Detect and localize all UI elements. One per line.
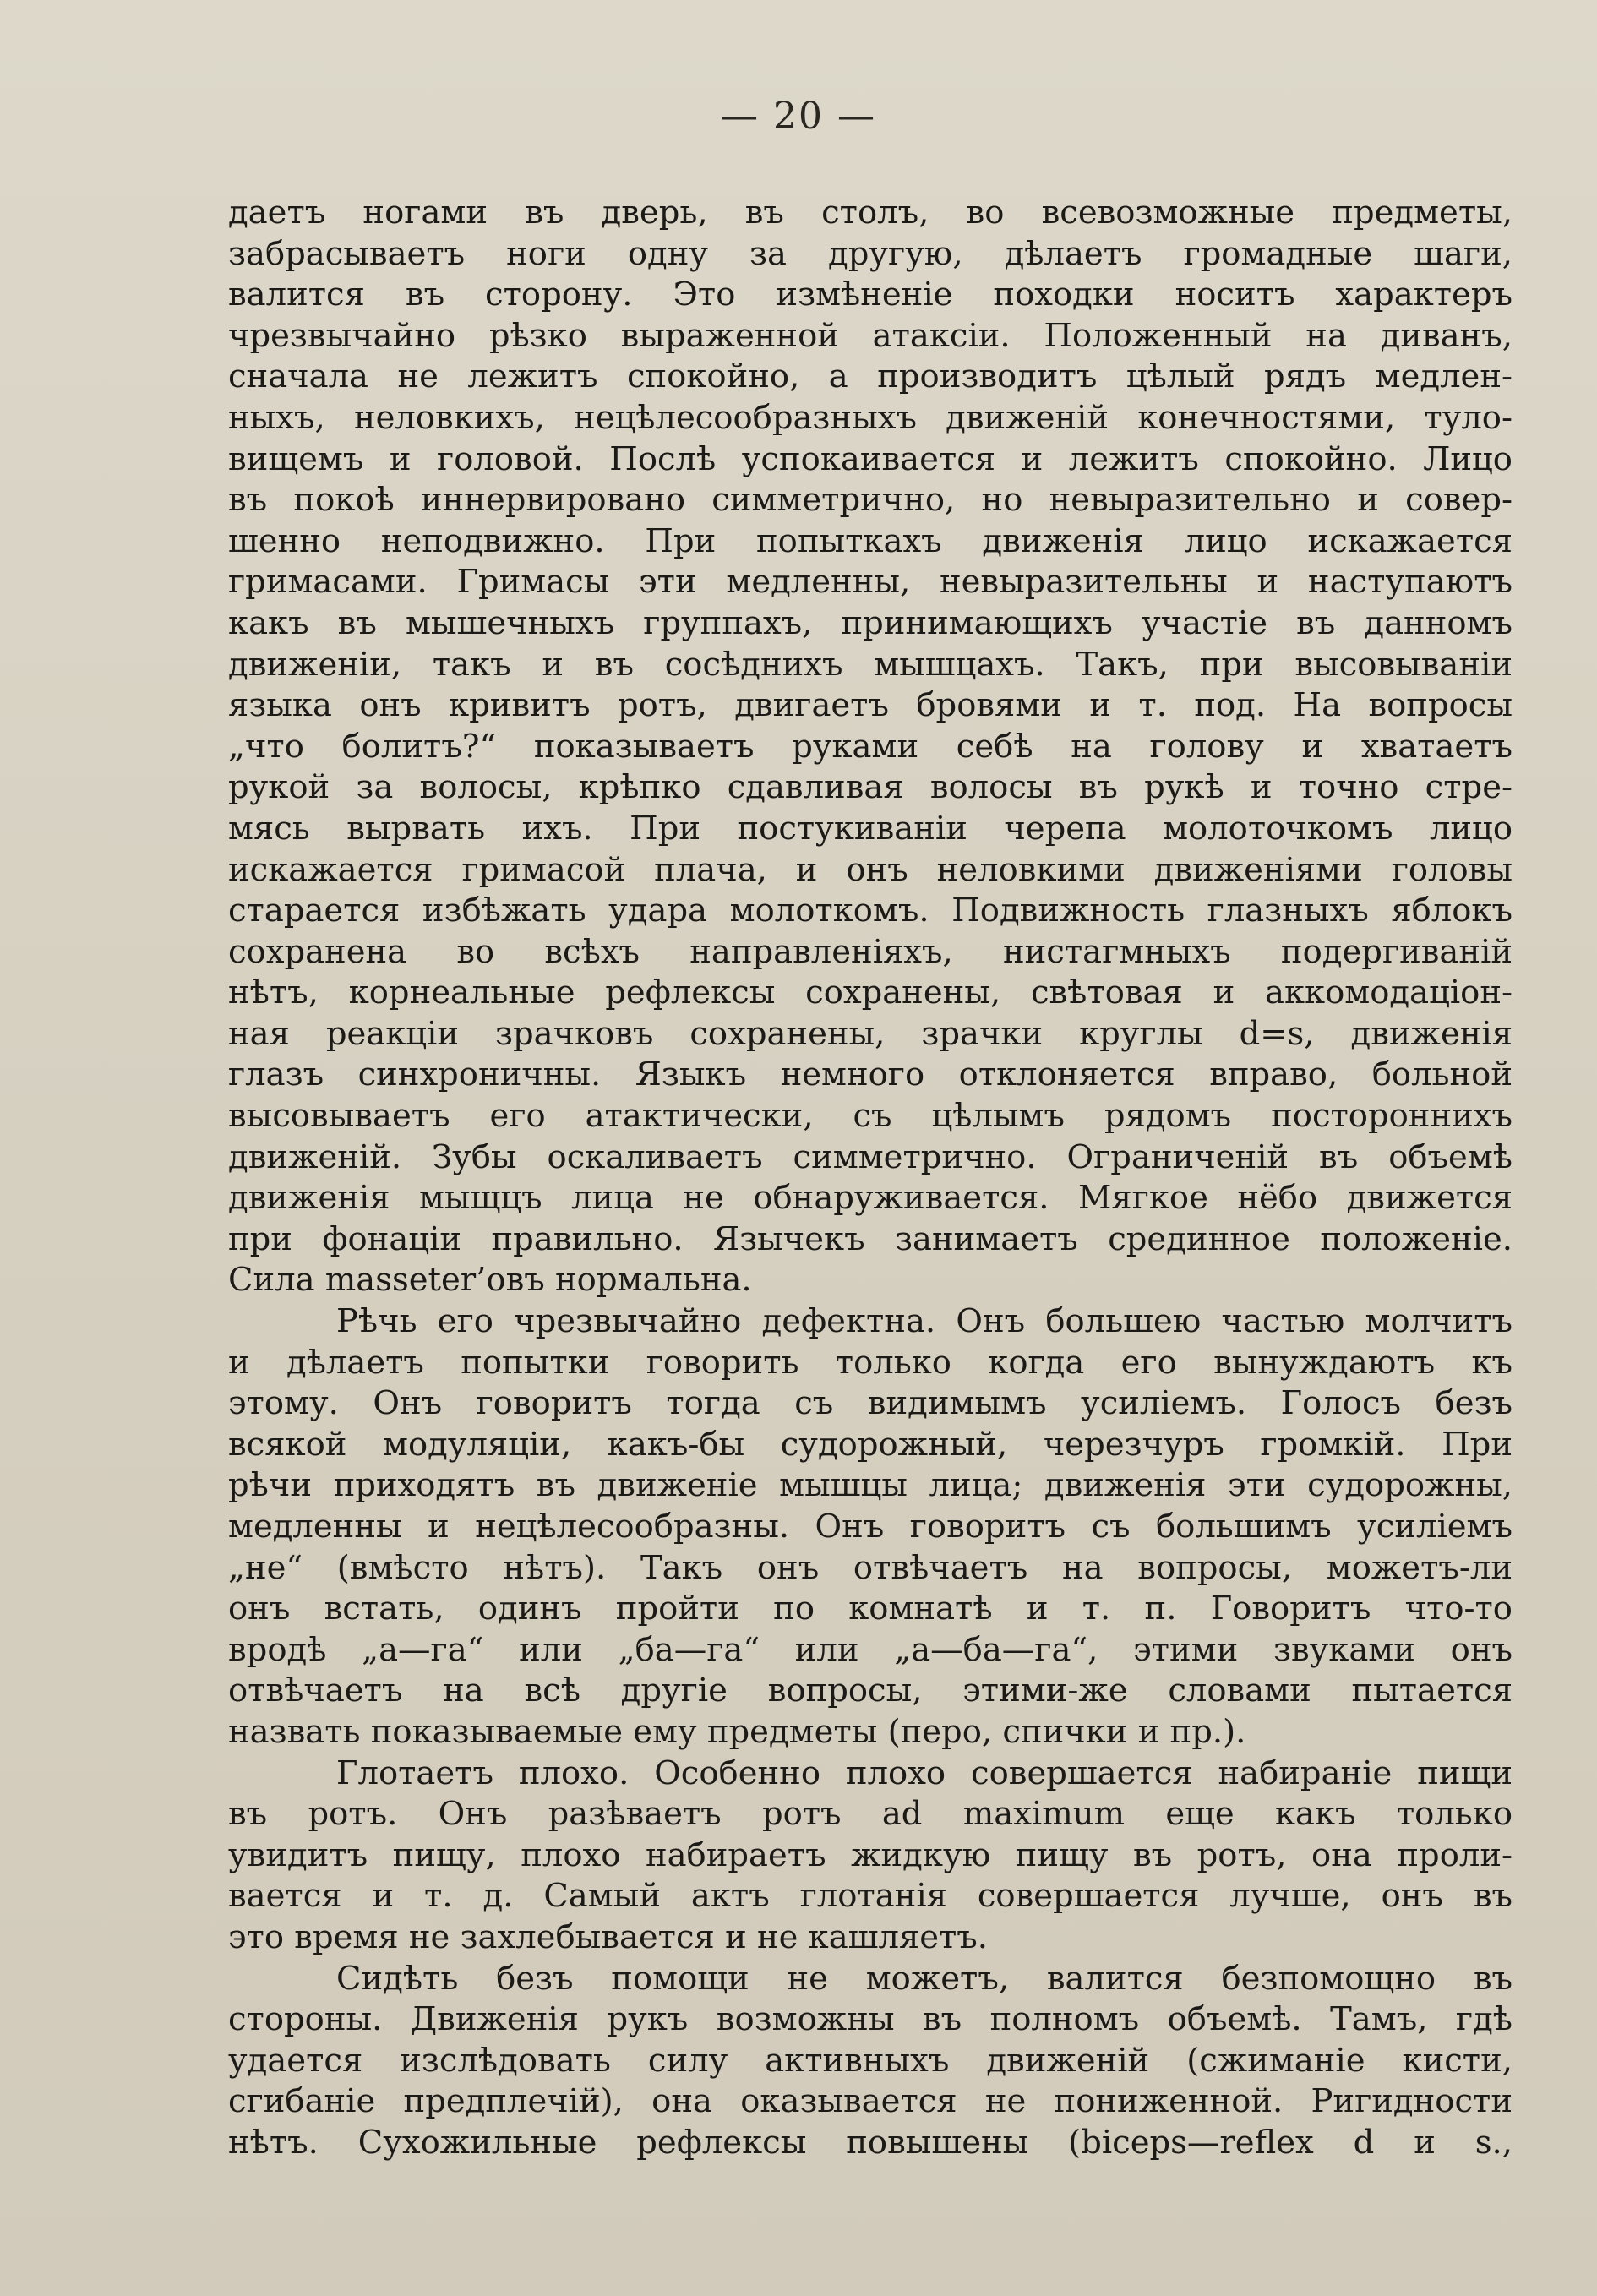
text-line: движеній. Зубы оскаливаетъ симметрично. Ограниченій въ объемѣ bbox=[228, 1137, 1513, 1176]
text-line: увидитъ пищу, плохо набираетъ жидкую пищу въ ротъ, она проли- bbox=[228, 1835, 1513, 1874]
text-line: въ ротъ. Онъ разѣваетъ ротъ ad maximum еще какъ только bbox=[228, 1795, 1513, 1834]
text-line: сохранена во всѣхъ направленіяхъ, нистагмныхъ подергиваній bbox=[228, 932, 1513, 971]
text-line: въ покоѣ иннервировано симметрично, но невыразительно и совер- bbox=[228, 481, 1513, 520]
text-line: какъ въ мышечныхъ группахъ, принимающихъ участіе въ данномъ bbox=[228, 603, 1513, 642]
text-line: это время не захлебывается и не кашляетъ. bbox=[228, 1917, 989, 1956]
text-line: языка онъ кривитъ ротъ, двигаетъ бровями и т. под. На вопросы bbox=[228, 686, 1513, 725]
text-line: сгибаніе предплечій), она оказывается не пониженной. Ригидности bbox=[228, 2082, 1513, 2121]
text-line: „что болитъ?“ показываетъ руками себѣ на голову и хватаетъ bbox=[228, 727, 1513, 766]
text-line: сначала не лежитъ спокойно, а производитъ цѣлый рядъ медлен- bbox=[228, 357, 1513, 396]
text-line: Глотаетъ плохо. Особенно плохо совершается набираніе пищи bbox=[336, 1753, 1513, 1792]
text-line: Сидѣть безъ помощи не можетъ, валится безпомощно въ bbox=[336, 1959, 1513, 1998]
text-line: ныхъ, неловкихъ, нецѣлесообразныхъ движеній конечностями, туло- bbox=[228, 398, 1513, 437]
body-text bbox=[228, 193, 1513, 2164]
text-line: чрезвычайно рѣзко выраженной атаксіи. Положенный на диванъ, bbox=[228, 316, 1513, 355]
text-line: и дѣлаетъ попытки говорить только когда его вынуждаютъ къ bbox=[228, 1343, 1513, 1382]
text-line: старается избѣжать удара молоткомъ. Подвижность глазныхъ яблокъ bbox=[228, 892, 1513, 930]
text-line: гримасами. Гримасы эти медленны, невыразительны и наступаютъ bbox=[228, 563, 1513, 602]
text-line: удается изслѣдовать силу активныхъ движеній (сжиманіе кисти, bbox=[228, 2041, 1513, 2080]
text-line: медленны и нецѣлесообразны. Онъ говоритъ съ большимъ усиліемъ bbox=[228, 1508, 1513, 1546]
text-line: при фонаціи правильно. Язычекъ занимаетъ срединное положеніе. bbox=[228, 1219, 1513, 1258]
text-line: вается и т. д. Самый актъ глотанія совершается лучше, онъ въ bbox=[228, 1877, 1513, 1916]
text-line: нѣтъ. Сухожильные рефлексы повышены (biceps—reflex d и s., bbox=[228, 2123, 1513, 2162]
text-line: „не“ (вмѣсто нѣтъ). Такъ онъ отвѣчаетъ на вопросы, можетъ-ли bbox=[228, 1548, 1513, 1587]
text-line: всякой модуляціи, какъ-бы судорожный, черезчуръ громкій. При bbox=[228, 1425, 1513, 1464]
text-line: рукой за волосы, крѣпко сдавливая волосы въ рукѣ и точно стре- bbox=[228, 768, 1513, 807]
text-line: валится въ сторону. Это измѣненіе походки носитъ характеръ bbox=[228, 275, 1513, 314]
text-line: движеніи, такъ и въ сосѣднихъ мышцахъ. Такъ, при высовываніи bbox=[228, 645, 1513, 684]
text-line: ная реакціи зрачковъ сохранены, зрачки круглы d=s, движенія bbox=[228, 1014, 1513, 1053]
text-line: стороны. Движенія рукъ возможны въ полномъ объемѣ. Тамъ, гдѣ bbox=[228, 2000, 1513, 2039]
text-line: этому. Онъ говоритъ тогда съ видимымъ усиліемъ. Голосъ безъ bbox=[228, 1384, 1513, 1423]
text-line: назвать показываемые ему предметы (перо, спички и пр.). bbox=[228, 1712, 1246, 1751]
text-line: вищемъ и головой. Послѣ успокаивается и лежитъ спокойно. Лицо bbox=[228, 439, 1513, 478]
text-line: вродѣ „а—га“ или „ба—га“ или „а—ба—га“, этими звуками онъ bbox=[228, 1630, 1513, 1669]
text-line: рѣчи приходятъ въ движеніе мышцы лица; движенія эти судорожны, bbox=[228, 1466, 1513, 1505]
text-line: Сила masseter’овъ нормальна. bbox=[228, 1261, 752, 1300]
text-line: онъ встать, одинъ пройти по комнатѣ и т. п. Говоритъ что-то bbox=[228, 1590, 1513, 1628]
page-number: — 20 — bbox=[721, 95, 876, 138]
text-line: нѣтъ, корнеальные рефлексы сохранены, свѣтовая и аккомодаціон- bbox=[228, 973, 1513, 1012]
text-line: даетъ ногами въ дверь, въ столъ, во всевозможные предметы, bbox=[228, 194, 1513, 232]
text-line: движенія мыщцъ лица не обнаруживается. Мягкое нёбо движется bbox=[228, 1179, 1513, 1218]
text-line: высовываетъ его атактически, съ цѣлымъ рядомъ постороннихъ bbox=[228, 1097, 1513, 1136]
text-line: искажается гримасой плача, и онъ неловкими движеніями головы bbox=[228, 850, 1513, 889]
text-line: мясь вырвать ихъ. При постукиваніи черепа молоточкомъ лицо bbox=[228, 809, 1513, 848]
text-line: шенно неподвижно. При попыткахъ движенія лицо искажается bbox=[228, 521, 1513, 560]
text-line: Рѣчь его чрезвычайно дефектна. Онъ большею частью молчитъ bbox=[336, 1302, 1513, 1341]
text-line: отвѣчаетъ на всѣ другіе вопросы, этими-же словами пытается bbox=[228, 1672, 1513, 1710]
text-line: забрасываетъ ноги одну за другую, дѣлаетъ громадные шаги, bbox=[228, 234, 1513, 273]
text-line: глазъ синхроничны. Языкъ немного отклоняется вправо, больной bbox=[228, 1055, 1513, 1094]
